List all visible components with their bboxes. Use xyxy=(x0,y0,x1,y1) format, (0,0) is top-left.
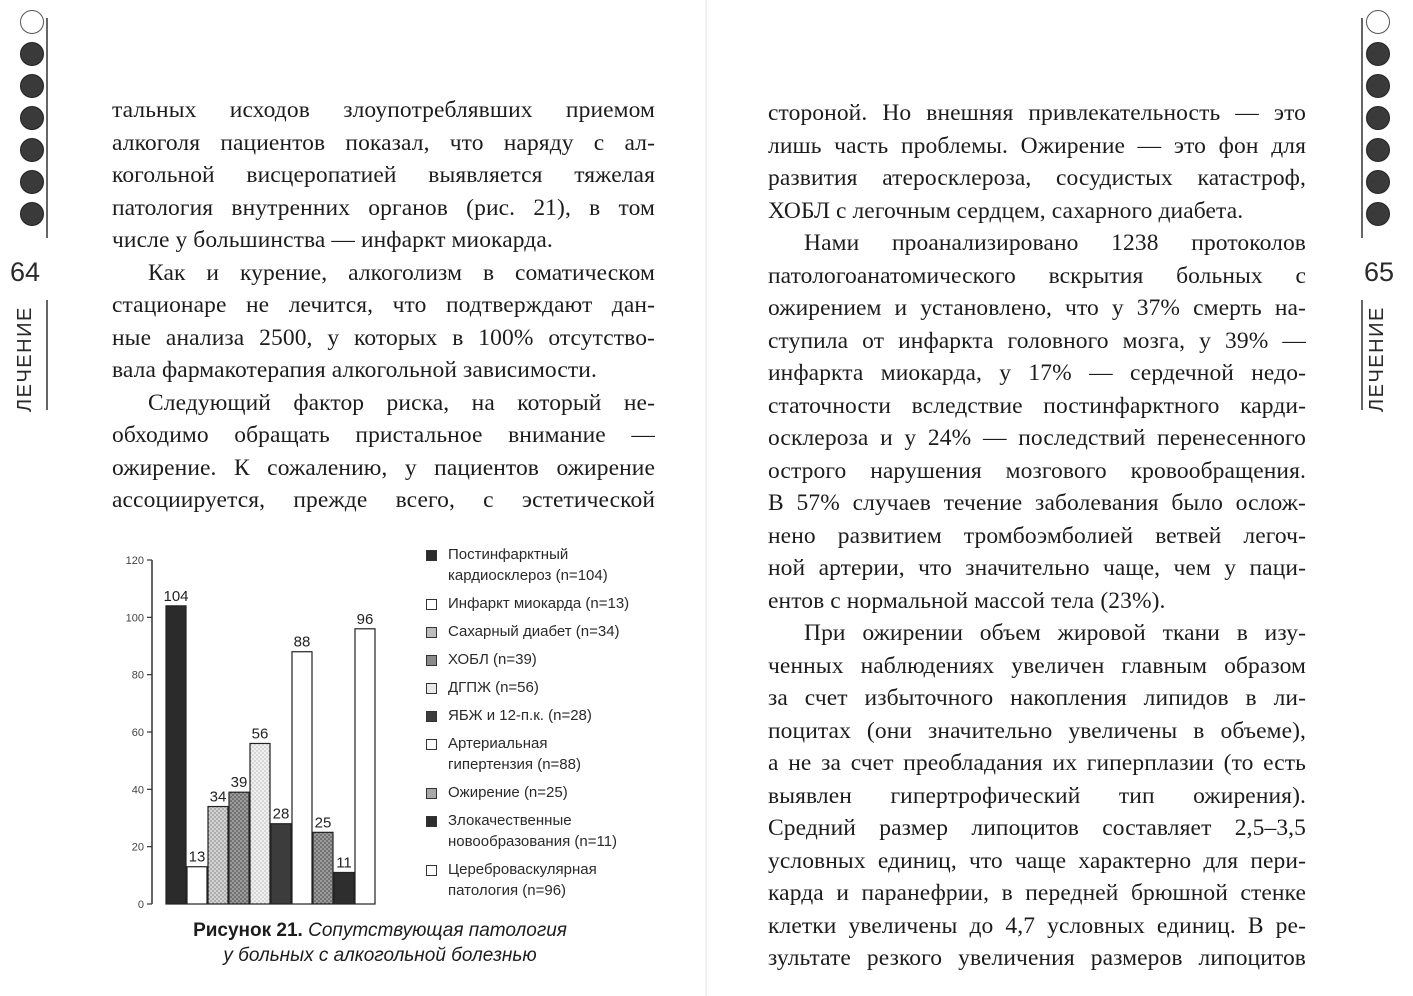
text-line: алкоголя пациентов показал, что наряду с ал- xyxy=(112,129,655,156)
legend-label: ЯБЖ и 12-п.к. (n=28) xyxy=(448,707,592,724)
bar-value-label: 88 xyxy=(293,633,311,651)
text-line: зультате резкого увеличения размеров липоцитов xyxy=(768,945,1306,971)
legend-swatch xyxy=(426,550,437,561)
bar-value-label: 11 xyxy=(336,854,352,872)
text-line: а не за счет преобладания их гиперплазии (то есть xyxy=(768,750,1306,776)
legend-label: Постинфарктный xyxy=(448,546,569,563)
text-line: развития атеросклероза, сосудистых катастроф, xyxy=(768,165,1306,191)
bar xyxy=(271,824,291,904)
section-title: ЛЕЧЕНИЕ xyxy=(1366,306,1388,412)
bar xyxy=(187,867,207,904)
dot-icon xyxy=(20,170,44,194)
text-line: В 57% случаев течение заболевания было ослож- xyxy=(768,490,1306,516)
y-tick-label: 120 xyxy=(125,555,144,567)
right-page xyxy=(706,0,1413,996)
text-line: статочности вследствие постинфарктного карди- xyxy=(768,392,1306,419)
legend-label: гипертензия (n=88) xyxy=(448,756,581,773)
bar xyxy=(166,606,186,904)
dot-icon xyxy=(1366,170,1390,194)
dot-icon xyxy=(20,42,44,66)
bar xyxy=(250,743,270,904)
bar-value-label: 104 xyxy=(163,587,189,605)
legend-label: Артериальная xyxy=(448,735,548,752)
legend-label: Сахарный диабет (n=34) xyxy=(448,623,620,640)
bar-value-label: 25 xyxy=(314,814,332,832)
section-title: ЛЕЧЕНИЕ xyxy=(14,306,36,412)
bar-value-label: 34 xyxy=(209,788,227,806)
text-line: ной артерии, что значительно чаще, чем у паци- xyxy=(768,555,1306,581)
page-tab-dots xyxy=(1366,10,1394,234)
dot-icon xyxy=(20,106,44,130)
text-line: выявлен гипертрофический тип ожирения). xyxy=(768,782,1306,809)
text-line: стороной. Но внешняя привлекательность — это xyxy=(768,100,1306,126)
margin-rule xyxy=(46,300,48,410)
text-line: Средний размер липоцитов составляет 2,5–3,5 xyxy=(768,815,1306,841)
legend-swatch xyxy=(426,711,437,722)
text-line: карда и паранефрии, в передней брюшной стенке xyxy=(768,880,1306,906)
text-line: осклероза и у 24% — последствий перенесенного xyxy=(768,425,1306,451)
bar-value-label: 56 xyxy=(251,725,269,743)
y-tick-label: 40 xyxy=(131,784,144,797)
text-line: вала фармакотерапия алкогольной зависимости. xyxy=(112,357,597,383)
page-number: 65 xyxy=(1364,257,1395,287)
page-tab-dots xyxy=(20,10,48,234)
legend-swatch xyxy=(426,865,437,876)
text-line: Нами проанализировано 1238 протоколов xyxy=(804,230,1306,256)
bar-value-label: 39 xyxy=(230,774,248,792)
bar xyxy=(292,652,312,904)
text-line: При ожирении объем жировой ткани в изу- xyxy=(804,620,1306,646)
dot-icon xyxy=(1366,202,1390,226)
bar xyxy=(208,807,228,904)
text-line: инфаркта миокарда, у 17% — сердечной недо- xyxy=(768,360,1306,386)
caption-label: Рисунок 21. xyxy=(193,920,303,941)
dot-icon xyxy=(1366,42,1390,66)
legend-label: Цереброваскулярная xyxy=(448,861,597,878)
bar xyxy=(313,832,333,904)
legend-swatch xyxy=(426,788,437,799)
legend-label: Ожирение (n=25) xyxy=(448,784,568,801)
dot-icon xyxy=(1366,106,1390,130)
legend-label: ХОБЛ (n=39) xyxy=(448,651,537,668)
text-line: Следующий фактор риска, на который не- xyxy=(148,389,655,416)
text-line: тальных исходов злоупотреблявших приемом xyxy=(112,97,655,123)
dot-icon-open xyxy=(1366,10,1390,34)
text-line: ентов с нормальной массой тела (23%). xyxy=(768,587,1166,614)
bar xyxy=(229,792,249,904)
text-line: условных единиц, что чаще характерно для пери- xyxy=(768,847,1306,874)
text-line: Как и курение, алкоголизм в соматическом xyxy=(148,259,655,286)
text-line: ченных наблюдениях увеличен главным образом xyxy=(768,652,1306,679)
text-line: ступила от инфаркта головного мозга, у 39% — xyxy=(768,327,1306,354)
dot-icon-open xyxy=(20,10,44,34)
text-line: когольной висцеропатией выявляется тяжелая xyxy=(112,162,655,188)
margin-rule xyxy=(1361,18,1363,238)
text-line: острого нарушения мозгового кровообращения. xyxy=(768,457,1306,484)
text-line: числе у большинства — инфаркт миокарда. xyxy=(112,227,553,253)
margin-rule xyxy=(46,18,48,238)
text-line: обходимо обращать пристальное внимание — xyxy=(112,422,655,448)
dot-icon xyxy=(1366,138,1390,162)
y-tick-label: 100 xyxy=(125,612,144,625)
text-line: ХОБЛ с легочным сердцем, сахарного диабета. xyxy=(768,197,1244,224)
bar xyxy=(334,872,354,904)
bar-value-label: 96 xyxy=(356,610,374,628)
legend-swatch xyxy=(426,655,437,666)
legend-swatch xyxy=(426,627,437,638)
dot-icon xyxy=(20,202,44,226)
legend-label: Злокачественные xyxy=(448,812,572,829)
dot-icon xyxy=(20,138,44,162)
y-tick-label: 60 xyxy=(131,727,144,739)
text-line: патология внутренних органов (рис. 21), в том xyxy=(112,194,655,221)
text-line: ожирением и установлено, что у 37% смерть на- xyxy=(768,295,1306,321)
y-tick-label: 0 xyxy=(137,899,144,911)
text-line: ожирение. К сожалению, у пациентов ожирение xyxy=(112,454,655,481)
margin-rule xyxy=(1361,300,1363,410)
figure-caption xyxy=(110,918,650,968)
legend-swatch xyxy=(426,599,437,610)
text-line: ные анализа 2500, у которых в 100% отсутство- xyxy=(112,324,655,351)
text-line: патологоанатомического вскрытия больных с xyxy=(768,262,1306,289)
dot-icon xyxy=(1366,74,1390,98)
legend-label: ДГПЖ (n=56) xyxy=(448,679,539,696)
y-tick-label: 20 xyxy=(131,841,144,854)
text-line: ассоциируется, прежде всего, с эстетической xyxy=(112,487,655,513)
text-line: лишь часть проблемы. Ожирение — это фон для xyxy=(768,132,1306,159)
legend-swatch xyxy=(426,739,437,750)
legend-label: патология (n=96) xyxy=(448,882,567,899)
legend-label: новообразования (n=11) xyxy=(448,833,618,850)
bar xyxy=(355,629,375,904)
bar-chart xyxy=(110,548,440,928)
text-line: стационаре не лечится, что подтверждают дан- xyxy=(112,292,655,318)
text-line: поцитах (они значительно увеличены в объеме), xyxy=(768,717,1306,744)
caption-text-line-2: у больных с алкогольной болезнью xyxy=(223,945,537,966)
left-page xyxy=(0,0,706,996)
text-line: нено развитием тромбоэмболией ветвей легоч- xyxy=(768,522,1306,549)
bar-value-label: 28 xyxy=(272,805,290,823)
bar-value-label: 13 xyxy=(188,848,206,866)
legend-swatch xyxy=(426,683,437,694)
caption-text-line-1: Сопутствующая патология xyxy=(308,920,567,941)
dot-icon xyxy=(20,74,44,98)
text-line: клетки увеличены до 4,7 условных единиц. В ре- xyxy=(768,912,1306,939)
page-number: 64 xyxy=(10,257,41,287)
legend-label: Инфаркт миокарда (n=13) xyxy=(448,595,630,612)
legend-label: кардиосклероз (n=104) xyxy=(448,567,608,584)
y-tick-label: 80 xyxy=(131,669,144,682)
legend-swatch xyxy=(426,816,437,827)
text-line: за счет избыточного накопления липидов в ли- xyxy=(768,685,1306,711)
